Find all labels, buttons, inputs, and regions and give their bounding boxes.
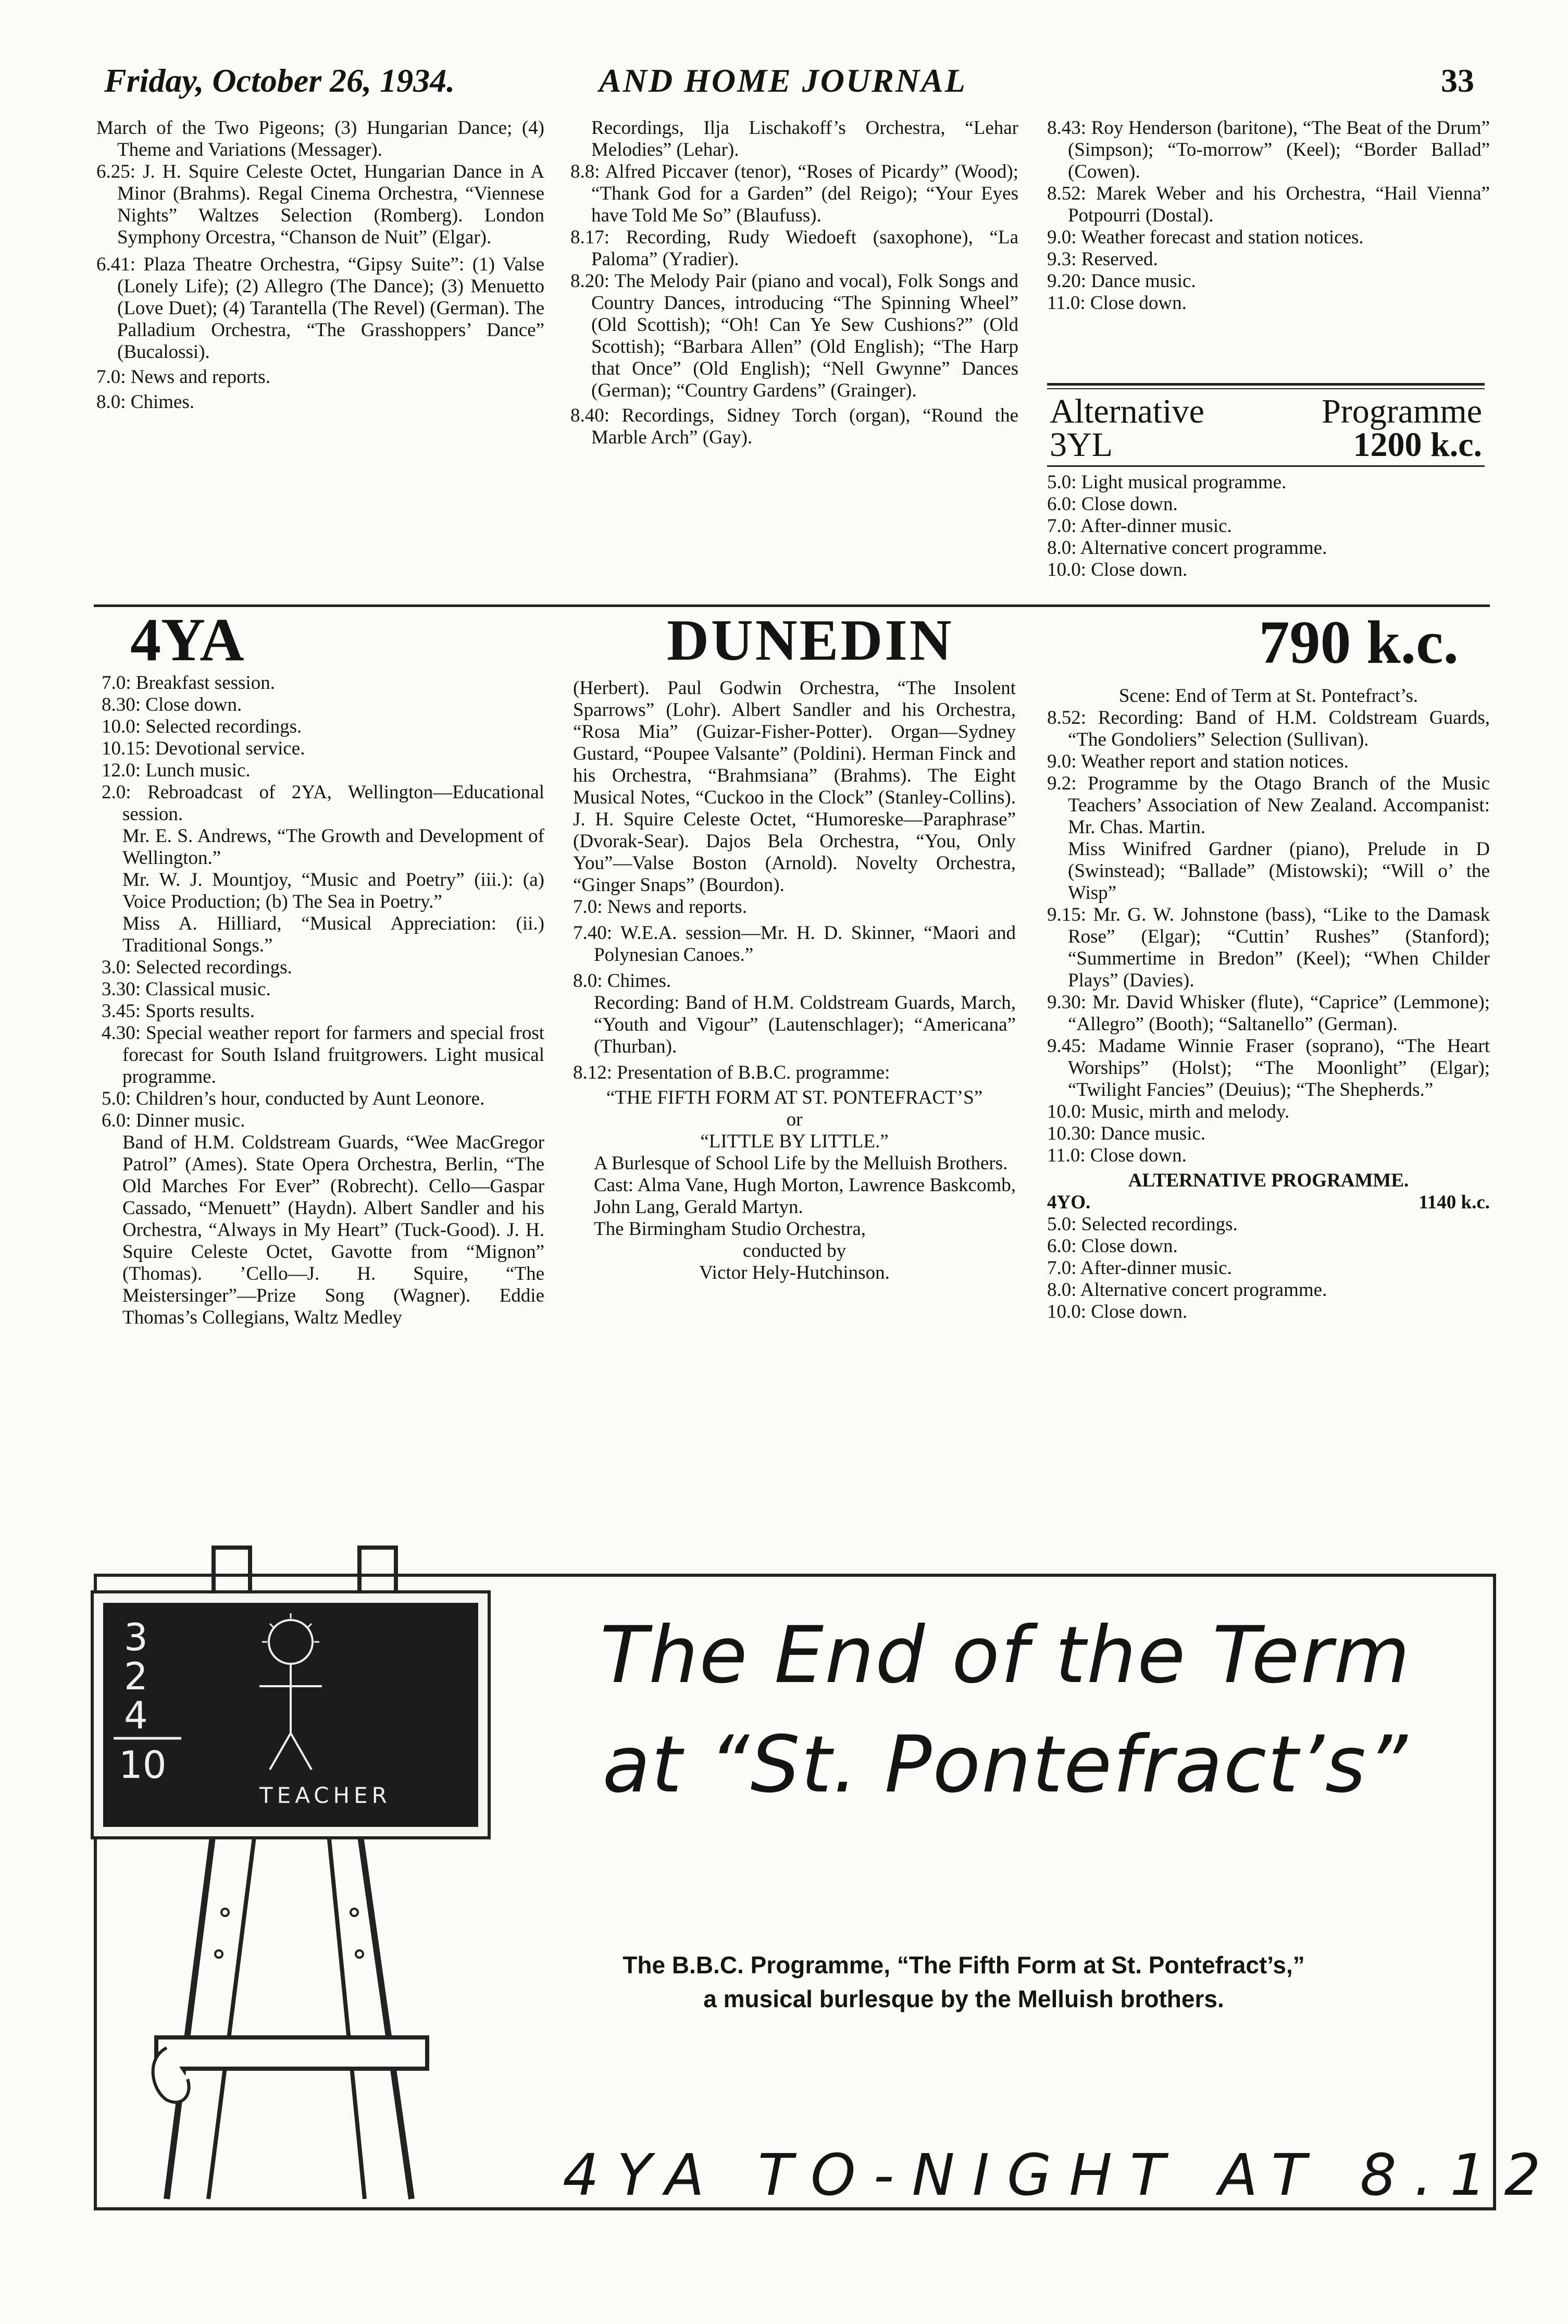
list-item: 9.0: Weather forecast and station notices.: [1047, 227, 1364, 248]
list-item: 10.15: Devotional service.: [102, 738, 305, 759]
main-column-3: [1047, 685, 1490, 1323]
list-item: 3.0: Selected recordings.: [102, 957, 292, 978]
list-item: 6.41: Plaza Theatre Orchestra, “Gipsy Suite”: (1) Valse (Lonely Life); (2) Allegro (The Dance); (3) Menuetto (Love Duet); (4) Tarantella (The Revel) (German). The Palladium Orchestra, “The Grasshoppers’ Dance” (Bucalossi).: [96, 254, 544, 363]
list-item: 10.30: Dance music.: [1047, 1123, 1206, 1144]
list-item: 6.0: Dinner music.: [102, 1110, 245, 1131]
programme-title: “THE FIFTH FORM AT ST. PONTEFRACT’S”: [606, 1087, 983, 1108]
list-item: 4.30: Special weather report for farmers and special frost forecast for South Island fruitgrowers. Light musical programme.: [102, 1022, 544, 1087]
orchestra-text: The Birmingham Studio Orchestra,: [594, 1218, 866, 1240]
list-item: 8.0: Chimes.: [96, 391, 195, 413]
list-item: 12.0: Lunch music.: [102, 760, 251, 781]
ad-subtitle-line-2: a musical burlesque by the Melluish brothers.: [703, 1985, 1224, 2012]
journal-title: AND HOME JOURNAL: [599, 62, 967, 99]
ad-title-line-1: The End of the Term: [600, 1610, 1411, 1701]
list-item: 8.30: Close down.: [102, 694, 242, 715]
list-item: 8.52: Marek Weber and his Orchestra, “Hail Vienna” Potpourri (Dostal).: [1047, 183, 1490, 226]
divider: [1047, 388, 1485, 389]
list-item: 8.0: Chimes.: [573, 970, 671, 992]
list-item: 7.0: After-dinner music.: [1047, 1257, 1232, 1279]
list-item: 2.0: Rebroadcast of 2YA, Wellington—Educational session.: [102, 782, 544, 825]
talk-item: Mr. E. S. Andrews, “The Growth and Development of Wellington.”: [122, 825, 544, 869]
top-column-2: [570, 117, 1018, 449]
list-item: 10.0: Music, mirth and melody.: [1047, 1101, 1290, 1122]
list-item: 6.0: Close down.: [1047, 1235, 1178, 1257]
list-item: 9.45: Madame Winnie Fraser (soprano), “The Heart Worships” (Holst); “The Moonlight” (Elgar); “Twilight Fancies” (Deuius); “The Shepherds.”: [1047, 1035, 1490, 1101]
list-item: 8.20: The Melody Pair (piano and vocal), Folk Songs and Country Dances, introducing “The Spinning Wheel” (Old Scottish); “Oh! Can Ye Sew Cushions?” (Old Scottish); “Barbara Allen” (Old English); “The Harp that Once” (Old English); “Nell Gwynne” Dances (German); “Country Gardens” (Grainger).: [570, 270, 1018, 401]
conducted-by-text: conducted by: [742, 1240, 847, 1262]
scene-text: Scene: End of Term at St. Pontefract’s.: [1118, 685, 1418, 707]
list-item: 8.43: Roy Henderson (baritone), “The Beat of the Drum” (Simpson); “To-morrow” (Keel); “Border Ballad” (Cowen).: [1047, 117, 1490, 182]
ad-title-line-2: at “St. Pontefract’s”: [602, 1720, 1409, 1810]
gardner-text: Miss Winifred Gardner (piano), Prelude in D (Swinstead); “Ballade” (Mistowski); “Will o’ the Wisp”: [1068, 838, 1490, 904]
burlesque-text: A Burlesque of School Life by the Melluish Brothers.: [594, 1153, 1008, 1174]
talk-item: Mr. W. J. Mountjoy, “Music and Poetry” (iii.): (a) Voice Production; (b) The Sea in Poetry.”: [122, 869, 544, 912]
list-item: March of the Two Pigeons; (3) Hungarian Dance; (4) Theme and Variations (Messager).: [96, 117, 544, 160]
conductor-name: Victor Hely-Hutchinson.: [699, 1262, 890, 1283]
list-item: 5.0: Children’s hour, conducted by Aunt Leonore.: [102, 1088, 485, 1109]
list-item: 3.45: Sports results.: [102, 1000, 255, 1022]
list-item: 8.40: Recordings, Sidney Torch (organ), “Round the Marble Arch” (Gay).: [570, 405, 1018, 448]
talk-item: Miss A. Hilliard, “Musical Appreciation: (ii.) Traditional Songs.”: [122, 913, 544, 956]
chalk-number: 4: [124, 1693, 148, 1737]
top-column-3: [1047, 117, 1490, 314]
list-item: 9.15: Mr. G. W. Johnstone (bass), “Like to the Damask Rose” (Elgar); “Cuttin’ Rushes” (Stanford); “Summertime in Bredon” (Keel); “When Childer Plays” (Davies).: [1047, 904, 1490, 991]
list-item: 6.25: J. H. Squire Celeste Octet, Hungarian Dance in A Minor (Brahms). Regal Cinema Orchestra, “Viennese Nights” Waltzes Selection (Romberg). London Symphony Orcestra, “Chanson de Nuit” (Elgar).: [96, 161, 544, 248]
programme-alt-title: “LITTLE BY LITTLE.”: [700, 1131, 889, 1152]
list-item: 9.30: Mr. David Whisker (flute), “Caprice” (Lemmone); “Allegro” (Booth); “Saltanello” (German).: [1047, 992, 1490, 1035]
list-item: 10.0: Close down.: [1047, 559, 1188, 580]
list-item: 5.0: Selected recordings.: [1047, 1214, 1238, 1235]
list-item: 9.3: Reserved.: [1047, 249, 1158, 270]
alt-4yo-station-line: [1047, 1192, 1490, 1214]
main-column-1: [102, 672, 544, 1329]
list-item: 9.2: Programme by the Otago Branch of the Music Teachers’ Association of New Zealand. Accompanist: Mr. Chas. Martin.: [1047, 773, 1490, 838]
list-item: 9.20: Dance music.: [1047, 270, 1196, 292]
list-item: 9.0: Weather report and station notices.: [1047, 751, 1349, 772]
list-item: 8.52: Recording: Band of H.M. Coldstream Guards, “The Gondoliers” Selection (Sullivan).: [1047, 707, 1490, 750]
divider: [1047, 465, 1485, 467]
chalk-number: 3: [124, 1615, 148, 1659]
alt-3yl-list: [1047, 472, 1490, 581]
list-item: 7.0: News and reports.: [96, 366, 270, 388]
alt-4yo-station: 4YO.: [1047, 1192, 1091, 1213]
list-item: 3.30: Classical music.: [102, 979, 271, 1000]
continued-text: (Herbert). Paul Godwin Orchestra, “The Insolent Sparrows” (Lohr). Albert Sandler and his Orchestra, “Rosa Mia” (Guizar-Fisher-Potter). Organ—Sydney Gustard, “Poupee Valsante” (Poldini). Herman Finck and his Orchestra, “Brahmsiana” (Brahms). The Eight Musical Notes, “Cuckoo in the Clock” (Stanley-Collins). J. H. Squire Celeste Octet, “Humoreske—Paraphrase” (Dvorak-Sear). Dajos Bela Orchestra, “You, Only You”—Valse Boston (Arnold). Novelty Orchestra, “Ginger Snaps” (Bourdon).: [573, 677, 1016, 896]
list-item: 7.0: After-dinner music.: [1047, 515, 1232, 537]
issue-date: Friday, October 26, 1934.: [104, 62, 455, 99]
main-column-2: [573, 677, 1016, 1284]
list-item: 10.0: Close down.: [1047, 1301, 1188, 1322]
list-item: 7.40: W.E.A. session—Mr. H. D. Skinner, “Maori and Polynesian Canoes.”: [573, 922, 1016, 966]
alt-3yl-station: 3YL: [1050, 426, 1113, 464]
station-call-sign: 4YA: [130, 605, 244, 674]
alt-4yo-heading: ALTERNATIVE PROGRAMME.: [1128, 1170, 1409, 1191]
list-item: 11.0: Close down.: [1047, 1145, 1187, 1166]
divider: [1047, 383, 1485, 386]
chalk-teacher-label: TEACHER: [259, 1783, 391, 1808]
recording-text: Recording: Band of H.M. Coldstream Guards, March, “Youth and Vigour” (Lautenschlager); “Americana” (Thurban).: [594, 992, 1016, 1057]
list-item: 7.0: Breakfast session.: [102, 672, 275, 694]
list-item: 6.0: Close down.: [1047, 493, 1178, 515]
page-header: [104, 61, 1474, 108]
ad-subtitle-line-1: The B.B.C. Programme, “The Fifth Form at St. Pontefract’s,”: [623, 1951, 1305, 1979]
list-item: 8.8: Alfred Piccaver (tenor), “Roses of Picardy” (Wood); “Thank God for a Garden” (del Reigo); “Your Eyes have Told Me So” (Blaufuss).: [570, 161, 1018, 226]
alt-3yl-title-left: Alternative: [1050, 392, 1204, 430]
top-column-1: [96, 117, 544, 413]
chalk-number: 10: [119, 1743, 167, 1787]
station-frequency: 790 k.c.: [1259, 608, 1459, 676]
list-item: 7.0: News and reports.: [573, 896, 747, 918]
station-city: DUNEDIN: [667, 608, 954, 673]
alt-3yl-title-right: Programme: [1322, 392, 1482, 430]
chalkboard: [94, 1593, 488, 1836]
cast-text: Cast: Alma Vane, Hugh Morton, Lawrence Baskcomb, John Lang, Gerald Martyn.: [594, 1175, 1016, 1218]
ad-footer: 4YA TO-NIGHT AT 8.12: [563, 2142, 1559, 2208]
alt-4yo-frequency: 1140 k.c.: [1418, 1192, 1490, 1213]
list-item: 5.0: Light musical programme.: [1047, 472, 1287, 493]
page-number: 33: [1441, 62, 1474, 99]
dinner-music-text: Band of H.M. Coldstream Guards, “Wee MacGregor Patrol” (Ames). State Opera Orchestra, Berlin, “The Old Marches For Ever” (Robrecht). Cello—Gaspar Cassado, “Menuett” (Haydn). Albert Sandler and his Orchestra, “Always in My Heart” (Tuck-Good). J. H. Squire Celeste Octet, Gavotte from “Mignon” (Thomas). ’Cello—J. H. Squire, “The Meistersinger”—Prize Song (Wagner). Eddie Thomas’s Collegians, Waltz Medley: [122, 1132, 544, 1328]
list-item: 10.0: Selected recordings.: [102, 716, 302, 737]
list-item: 8.0: Alternative concert programme.: [1047, 1279, 1327, 1301]
list-item: Recordings, Ilja Lischakoff’s Orchestra, “Lehar Melodies” (Lehar).: [591, 117, 1018, 160]
alt-3yl-frequency: 1200 k.c.: [1353, 426, 1482, 464]
list-item: 8.0: Alternative concert programme.: [1047, 537, 1327, 559]
list-item: 11.0: Close down.: [1047, 292, 1187, 314]
or-text: or: [786, 1109, 803, 1130]
list-item: 8.17: Recording, Rudy Wiedoeft (saxophone), “La Paloma” (Yradier).: [570, 227, 1018, 270]
list-item: 8.12: Presentation of B.B.C. programme:: [573, 1062, 890, 1083]
chalk-number: 2: [124, 1654, 148, 1698]
